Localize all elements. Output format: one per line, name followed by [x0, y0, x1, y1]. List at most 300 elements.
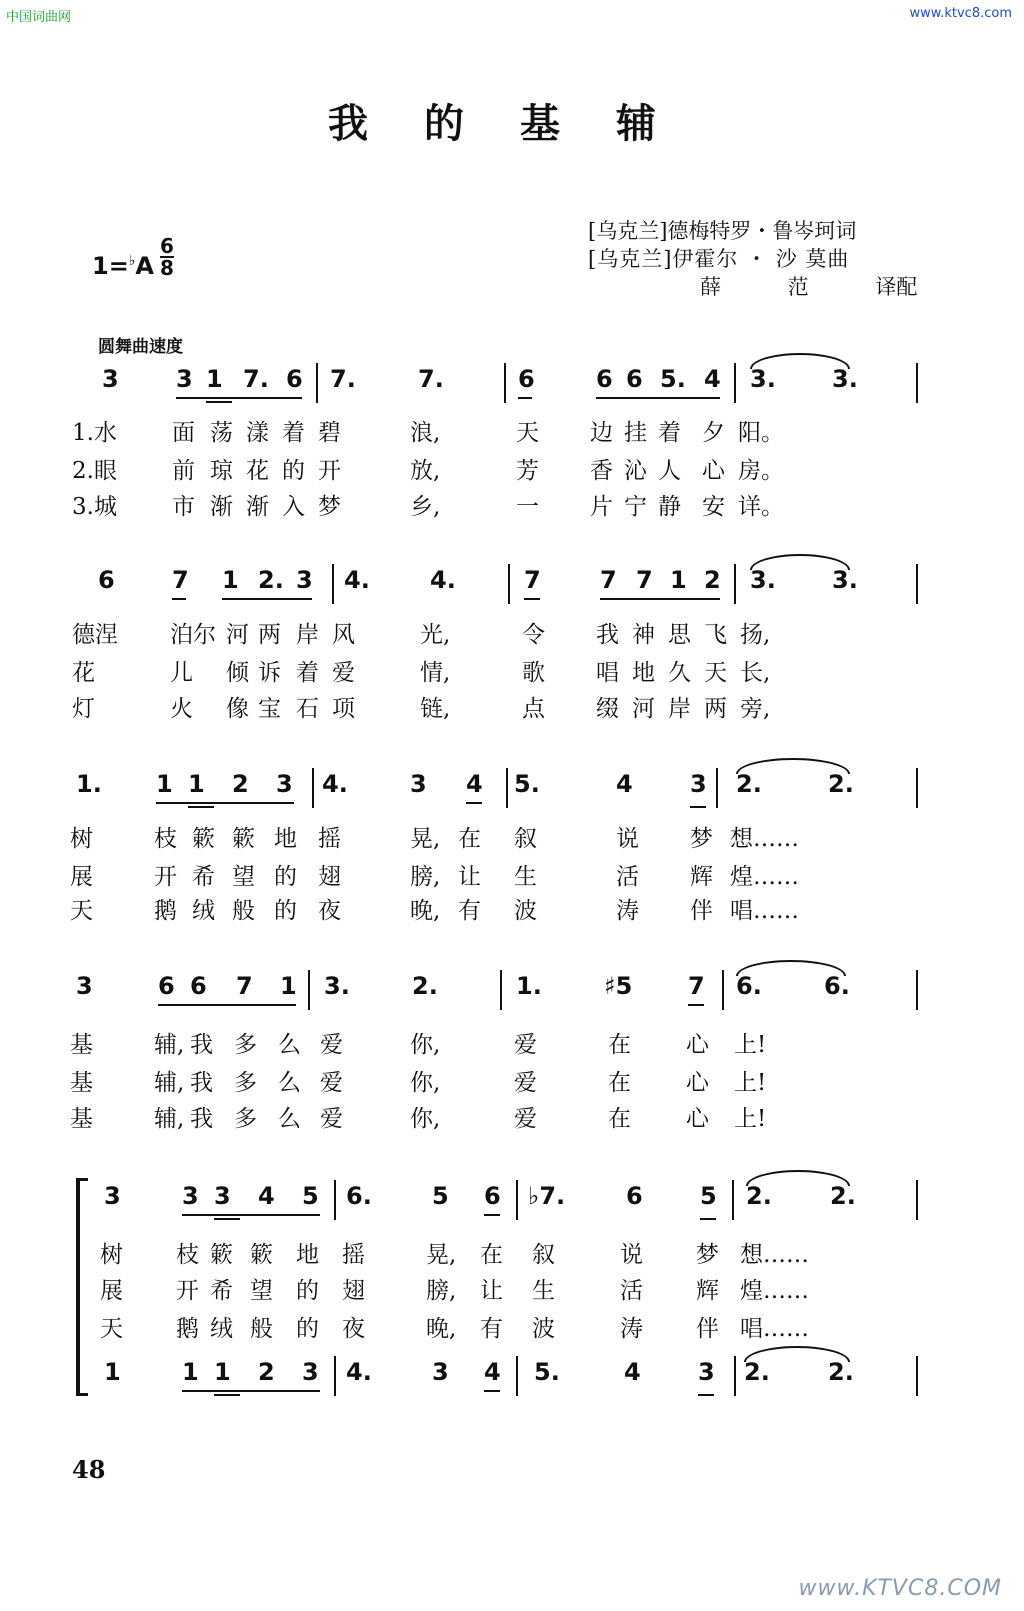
lyric-syllable: 簌	[232, 826, 255, 852]
note: 2	[704, 566, 721, 594]
beam-underline	[172, 598, 186, 600]
note: 1	[670, 566, 687, 594]
lyric-syllable: 绒	[192, 898, 215, 924]
note: 2.	[830, 1182, 856, 1210]
lyric-syllable: 扬,	[740, 622, 771, 648]
beam-underline	[190, 1004, 254, 1006]
bar-line	[516, 1180, 518, 1220]
lyric-syllable: 么	[278, 1106, 301, 1132]
note: 3.	[832, 365, 858, 393]
note: 3	[410, 770, 427, 798]
note: 3.	[324, 972, 350, 1000]
lyric-syllable: 伴	[696, 1316, 719, 1342]
lyric-syllable: 开	[154, 864, 177, 890]
note: 6.	[736, 972, 762, 1000]
bar-line	[916, 768, 918, 808]
lyric-syllable: 面	[172, 420, 195, 446]
lyric-syllable: 浪,	[410, 420, 441, 446]
lyric-syllable: 爱	[514, 1032, 537, 1058]
lyric-syllable: 荡	[210, 420, 233, 446]
lyric-syllable: 有	[458, 898, 481, 924]
lyric-syllable: 旁,	[740, 696, 771, 722]
note: 6	[626, 1182, 643, 1210]
lyric-syllable: 入	[282, 494, 305, 520]
bar-line	[500, 970, 502, 1010]
note: 1	[104, 1358, 121, 1386]
lyric-syllable: 摇	[318, 826, 341, 852]
note: 3	[276, 770, 293, 798]
lyric-syllable: 活	[616, 864, 639, 890]
lyric-syllable: 点	[522, 696, 545, 722]
lyric-syllable: 市	[172, 494, 195, 520]
tie-slur	[750, 554, 850, 570]
lyric-syllable: 翅	[342, 1278, 365, 1304]
tempo-marking: 圆舞曲速度	[98, 337, 183, 357]
note: 6	[484, 1182, 501, 1210]
note: 2.	[744, 1358, 770, 1386]
lyric-syllable: 放,	[410, 458, 441, 484]
note: 3	[102, 365, 119, 393]
note: 1	[188, 770, 205, 798]
translator-credit: 薛 范 译配	[700, 275, 918, 299]
lyric-syllable: 碧	[318, 420, 341, 446]
bar-line	[508, 564, 510, 604]
note: 3	[432, 1358, 449, 1386]
lyric-syllable: 天	[70, 898, 93, 924]
lyric-syllable: 在	[480, 1242, 503, 1268]
tie-slur	[750, 353, 850, 369]
lyric-syllable: 的	[282, 458, 305, 484]
bar-line	[504, 363, 506, 403]
site-watermark-bottom: www.KTVC8.COM	[798, 1576, 1002, 1601]
lyric-syllable: 心	[686, 1032, 709, 1058]
note: 3	[296, 566, 313, 594]
lyric-syllable: 久	[668, 660, 691, 686]
beam-underline	[596, 397, 720, 399]
bar-line	[334, 1180, 336, 1220]
lyric-syllable: 簌	[210, 1242, 233, 1268]
lyric-syllable: 着	[282, 420, 305, 446]
lyric-syllable: 般	[232, 898, 255, 924]
beam-underline	[156, 802, 294, 804]
lyric-syllable: 德涅	[72, 622, 118, 648]
lyric-syllable: 枝	[154, 826, 177, 852]
lyric-syllable: 辅,	[154, 1106, 185, 1132]
note: 4	[466, 770, 483, 798]
lyric-syllable: 在	[458, 826, 481, 852]
lyric-syllable: 基	[70, 1070, 93, 1096]
beam-underline	[206, 401, 232, 403]
lyric-syllable: 多	[234, 1070, 257, 1096]
lyric-syllable: 波	[532, 1316, 555, 1342]
lyric-syllable: 岸	[668, 696, 691, 722]
lyric-syllable: 晃,	[426, 1242, 457, 1268]
lyric-syllable: 上!	[734, 1106, 767, 1132]
note: 4	[704, 365, 721, 393]
lyric-syllable: 煌……	[740, 1278, 809, 1304]
lyric-syllable: 爱	[514, 1070, 537, 1096]
note: 3	[302, 1358, 319, 1386]
note: 2	[232, 770, 249, 798]
lyric-syllable: 在	[608, 1032, 631, 1058]
note: 3	[690, 770, 707, 798]
lyric-syllable: 说	[616, 826, 639, 852]
lyric-syllable: 爱	[514, 1106, 537, 1132]
lyric-syllable: 心	[702, 458, 725, 484]
bar-line	[308, 970, 310, 1010]
beam-underline	[484, 1214, 500, 1216]
lyric-syllable: 石	[296, 696, 319, 722]
lyric-syllable: 项	[332, 696, 355, 722]
note: 1.	[76, 770, 102, 798]
lyric-syllable: 两	[704, 696, 727, 722]
lyric-syllable: 边	[590, 420, 613, 446]
note: ♭7.	[528, 1182, 566, 1210]
beam-underline	[188, 806, 214, 808]
beam-underline	[182, 1214, 320, 1216]
lyric-syllable: 长,	[740, 660, 771, 686]
lyric-syllable: 唱……	[730, 898, 799, 924]
lyric-syllable: 膀,	[410, 864, 441, 890]
bar-line	[312, 768, 314, 808]
note: 7	[688, 972, 705, 1000]
lyric-syllable: 泊尔	[170, 622, 216, 648]
bar-line	[916, 970, 918, 1010]
lyric-syllable: 希	[192, 864, 215, 890]
lyric-syllable: 的	[274, 864, 297, 890]
lyric-syllable: 像	[226, 696, 249, 722]
lyric-syllable: 详。	[738, 494, 784, 520]
beam-underline	[688, 1004, 704, 1006]
lyric-syllable: 伴	[690, 898, 713, 924]
tie-slur	[736, 960, 846, 976]
note: 2.	[828, 1358, 854, 1386]
note: 4	[484, 1358, 501, 1386]
note: 6	[596, 365, 613, 393]
note: 6	[190, 972, 207, 1000]
lyric-syllable: 漾	[246, 420, 269, 446]
lyric-syllable: 灯	[72, 696, 95, 722]
beam-underline	[690, 806, 706, 808]
lyric-syllable: 上!	[734, 1032, 767, 1058]
lyric-syllable: 让	[480, 1278, 503, 1304]
note: 4.	[344, 566, 370, 594]
note: 5.	[660, 365, 686, 393]
note: 3	[76, 972, 93, 1000]
lyric-syllable: 多	[234, 1032, 257, 1058]
beam-underline	[524, 598, 540, 600]
lyric-syllable: 花	[72, 660, 95, 686]
lyric-syllable: 叙	[532, 1242, 555, 1268]
lyric-syllable: 绒	[210, 1316, 233, 1342]
lyric-syllable: 涛	[616, 898, 639, 924]
note: 2.	[258, 566, 284, 594]
note: 2.	[746, 1182, 772, 1210]
note: 3	[214, 1182, 231, 1210]
lyric-syllable: 晚,	[410, 898, 441, 924]
note: 4	[258, 1182, 275, 1210]
lyricist-credit: [乌克兰]德梅特罗・鲁岑珂词	[588, 219, 857, 243]
note: 6.	[346, 1182, 372, 1210]
tie-slur	[736, 758, 850, 774]
lyric-syllable: 辅,	[154, 1032, 185, 1058]
lyric-syllable: 希	[210, 1278, 233, 1304]
note: 7	[524, 566, 541, 594]
lyric-syllable: 片	[590, 494, 613, 520]
lyric-syllable: 3.城	[72, 494, 117, 520]
note: 6	[286, 365, 303, 393]
lyric-syllable: 心	[686, 1070, 709, 1096]
lyric-syllable: 一	[516, 494, 539, 520]
tie-slur	[746, 1170, 850, 1186]
lyric-syllable: 多	[234, 1106, 257, 1132]
lyric-syllable: 望	[232, 864, 255, 890]
lyric-syllable: 让	[458, 864, 481, 890]
lyric-syllable: 展	[70, 864, 93, 890]
lyric-syllable: 的	[296, 1316, 319, 1342]
note: ♯5	[604, 972, 633, 1000]
beam-underline	[484, 1390, 500, 1392]
note: 3.	[832, 566, 858, 594]
lyric-syllable: 芳	[516, 458, 539, 484]
note: 5	[700, 1182, 717, 1210]
note: 7	[636, 566, 653, 594]
lyric-syllable: 阳。	[738, 420, 784, 446]
note: 5	[302, 1182, 319, 1210]
note: 4.	[346, 1358, 372, 1386]
lyric-syllable: 辉	[690, 864, 713, 890]
lyric-syllable: 唱	[596, 660, 619, 686]
system-bracket	[76, 1178, 88, 1396]
beam-underline	[700, 1218, 716, 1220]
note: 4.	[430, 566, 456, 594]
bar-line	[332, 564, 334, 604]
note: 4	[616, 770, 633, 798]
bar-line	[734, 363, 736, 403]
lyric-syllable: 鹅	[176, 1316, 199, 1342]
lyric-syllable: 么	[278, 1032, 301, 1058]
beam-underline	[698, 1394, 714, 1396]
time-signature: 6 8	[160, 234, 174, 280]
lyric-syllable: 地	[632, 660, 655, 686]
bar-line	[916, 363, 918, 403]
tie-slur	[744, 1346, 850, 1362]
note: 6	[158, 972, 175, 1000]
note: 1.	[516, 972, 542, 1000]
beam-underline	[182, 1390, 320, 1392]
lyric-syllable: 诉	[258, 660, 281, 686]
note: 5.	[534, 1358, 560, 1386]
bar-line	[722, 970, 724, 1010]
note: 5	[432, 1182, 449, 1210]
lyric-syllable: 缀	[596, 696, 619, 722]
lyric-syllable: 簌	[192, 826, 215, 852]
lyric-syllable: 梦	[690, 826, 713, 852]
bar-line	[916, 1180, 918, 1220]
lyric-syllable: 辉	[696, 1278, 719, 1304]
note: 4.	[322, 770, 348, 798]
lyric-syllable: 你,	[410, 1070, 441, 1096]
lyric-syllable: 生	[514, 864, 537, 890]
lyric-syllable: 情,	[420, 660, 451, 686]
lyric-syllable: 叙	[514, 826, 537, 852]
lyric-syllable: 乡,	[410, 494, 441, 520]
lyric-syllable: 沁	[624, 458, 647, 484]
note: 3	[182, 1182, 199, 1210]
lyric-syllable: 簌	[250, 1242, 273, 1268]
note: 6	[626, 365, 643, 393]
lyric-syllable: 着	[658, 420, 681, 446]
lyric-syllable: 辅,	[154, 1070, 185, 1096]
lyric-syllable: 想……	[740, 1242, 809, 1268]
lyric-syllable: 开	[176, 1278, 199, 1304]
lyric-syllable: 宝	[258, 696, 281, 722]
lyric-syllable: 河	[632, 696, 655, 722]
note: 1	[222, 566, 239, 594]
lyric-syllable: 令	[522, 622, 545, 648]
bar-line	[716, 768, 718, 808]
lyric-syllable: 开	[318, 458, 341, 484]
bar-line	[916, 564, 918, 604]
lyric-syllable: 房。	[738, 458, 784, 484]
note: 7.	[243, 365, 269, 393]
bar-line	[734, 1356, 736, 1396]
bar-line	[734, 564, 736, 604]
lyric-syllable: 展	[100, 1278, 123, 1304]
lyric-syllable: 我	[190, 1032, 213, 1058]
lyric-syllable: 我	[190, 1070, 213, 1096]
page-number: 48	[72, 1455, 106, 1484]
beam-underline	[222, 598, 312, 600]
lyric-syllable: 鹅	[154, 898, 177, 924]
note: 7.	[330, 365, 356, 393]
note: 1	[280, 972, 297, 1000]
bar-line	[316, 363, 318, 403]
lyric-syllable: 渐	[210, 494, 233, 520]
lyric-syllable: 夜	[318, 898, 341, 924]
lyric-syllable: 静	[658, 494, 681, 520]
lyric-syllable: 枝	[176, 1242, 199, 1268]
lyric-syllable: 梦	[696, 1242, 719, 1268]
lyric-syllable: 生	[532, 1278, 555, 1304]
lyric-syllable: 说	[620, 1242, 643, 1268]
lyric-syllable: 天	[516, 420, 539, 446]
bar-line	[732, 1180, 734, 1220]
lyric-syllable: 前	[172, 458, 195, 484]
bar-line	[506, 768, 508, 808]
note: 4	[624, 1358, 641, 1386]
lyric-syllable: 神	[632, 622, 655, 648]
lyric-syllable: 煌……	[730, 864, 799, 890]
lyric-syllable: 人	[658, 458, 681, 484]
note: 1	[182, 1358, 199, 1386]
note: 1	[214, 1358, 231, 1386]
note: 3	[176, 365, 193, 393]
lyric-syllable: 想……	[730, 826, 799, 852]
lyric-syllable: 树	[100, 1242, 123, 1268]
lyric-syllable: 的	[274, 898, 297, 924]
lyric-syllable: 翅	[318, 864, 341, 890]
note: 5.	[514, 770, 540, 798]
note: 7.	[418, 365, 444, 393]
lyric-syllable: 么	[278, 1070, 301, 1096]
beam-underline	[176, 397, 302, 399]
lyric-syllable: 宁	[624, 494, 647, 520]
bar-line	[334, 1356, 336, 1396]
lyric-syllable: 爱	[320, 1032, 343, 1058]
note: 2.	[828, 770, 854, 798]
lyric-syllable: 你,	[410, 1106, 441, 1132]
lyric-syllable: 我	[190, 1106, 213, 1132]
lyric-syllable: 歌	[522, 660, 545, 686]
site-watermark-left: 中国词曲网	[6, 10, 72, 25]
lyric-syllable: 摇	[342, 1242, 365, 1268]
lyric-syllable: 倾	[226, 660, 249, 686]
lyric-syllable: 梦	[318, 494, 341, 520]
lyric-syllable: 在	[608, 1106, 631, 1132]
lyric-syllable: 爱	[320, 1106, 343, 1132]
bar-line	[916, 1356, 918, 1396]
note: 6.	[824, 972, 850, 1000]
lyric-syllable: 两	[258, 622, 281, 648]
note: 3	[698, 1358, 715, 1386]
lyric-syllable: 花	[246, 458, 269, 484]
lyric-syllable: 天	[100, 1316, 123, 1342]
lyric-syllable: 树	[70, 826, 93, 852]
lyric-syllable: 爱	[332, 660, 355, 686]
site-watermark-right: www.ktvc8.com	[909, 6, 1012, 21]
lyric-syllable: 链,	[420, 696, 451, 722]
lyric-syllable: 基	[70, 1032, 93, 1058]
lyric-syllable: 儿	[170, 660, 193, 686]
lyric-syllable: 1.水	[72, 420, 117, 446]
composer-credit: [乌克兰]伊霍尔 ・ 沙 莫曲	[588, 247, 850, 271]
lyric-syllable: 唱……	[740, 1316, 809, 1342]
beam-underline	[636, 598, 684, 600]
lyric-syllable: 般	[250, 1316, 273, 1342]
lyric-syllable: 天	[704, 660, 727, 686]
lyric-syllable: 活	[620, 1278, 643, 1304]
note: 3.	[750, 566, 776, 594]
lyric-syllable: 夕	[702, 420, 725, 446]
note: 7	[172, 566, 189, 594]
lyric-syllable: 晃,	[410, 826, 441, 852]
lyric-syllable: 光,	[420, 622, 451, 648]
lyric-syllable: 岸	[296, 622, 319, 648]
lyric-syllable: 飞	[704, 622, 727, 648]
note: 3.	[750, 365, 776, 393]
lyric-syllable: 安	[702, 494, 725, 520]
lyric-syllable: 的	[296, 1278, 319, 1304]
lyric-syllable: 思	[668, 622, 691, 648]
lyric-syllable: 琼	[210, 458, 233, 484]
lyric-syllable: 爱	[320, 1070, 343, 1096]
lyric-syllable: 有	[480, 1316, 503, 1342]
lyric-syllable: 在	[608, 1070, 631, 1096]
note: 1	[156, 770, 173, 798]
lyric-syllable: 我	[596, 622, 619, 648]
note: 6	[98, 566, 115, 594]
lyric-syllable: 渐	[246, 494, 269, 520]
lyric-syllable: 你,	[410, 1032, 441, 1058]
beam-underline	[626, 397, 652, 399]
key-signature: 1=♭A	[92, 252, 154, 280]
note: 1	[206, 365, 223, 393]
lyric-syllable: 地	[274, 826, 297, 852]
beam-underline	[214, 1218, 240, 1220]
lyric-syllable: 上!	[734, 1070, 767, 1096]
lyric-syllable: 风	[332, 622, 355, 648]
